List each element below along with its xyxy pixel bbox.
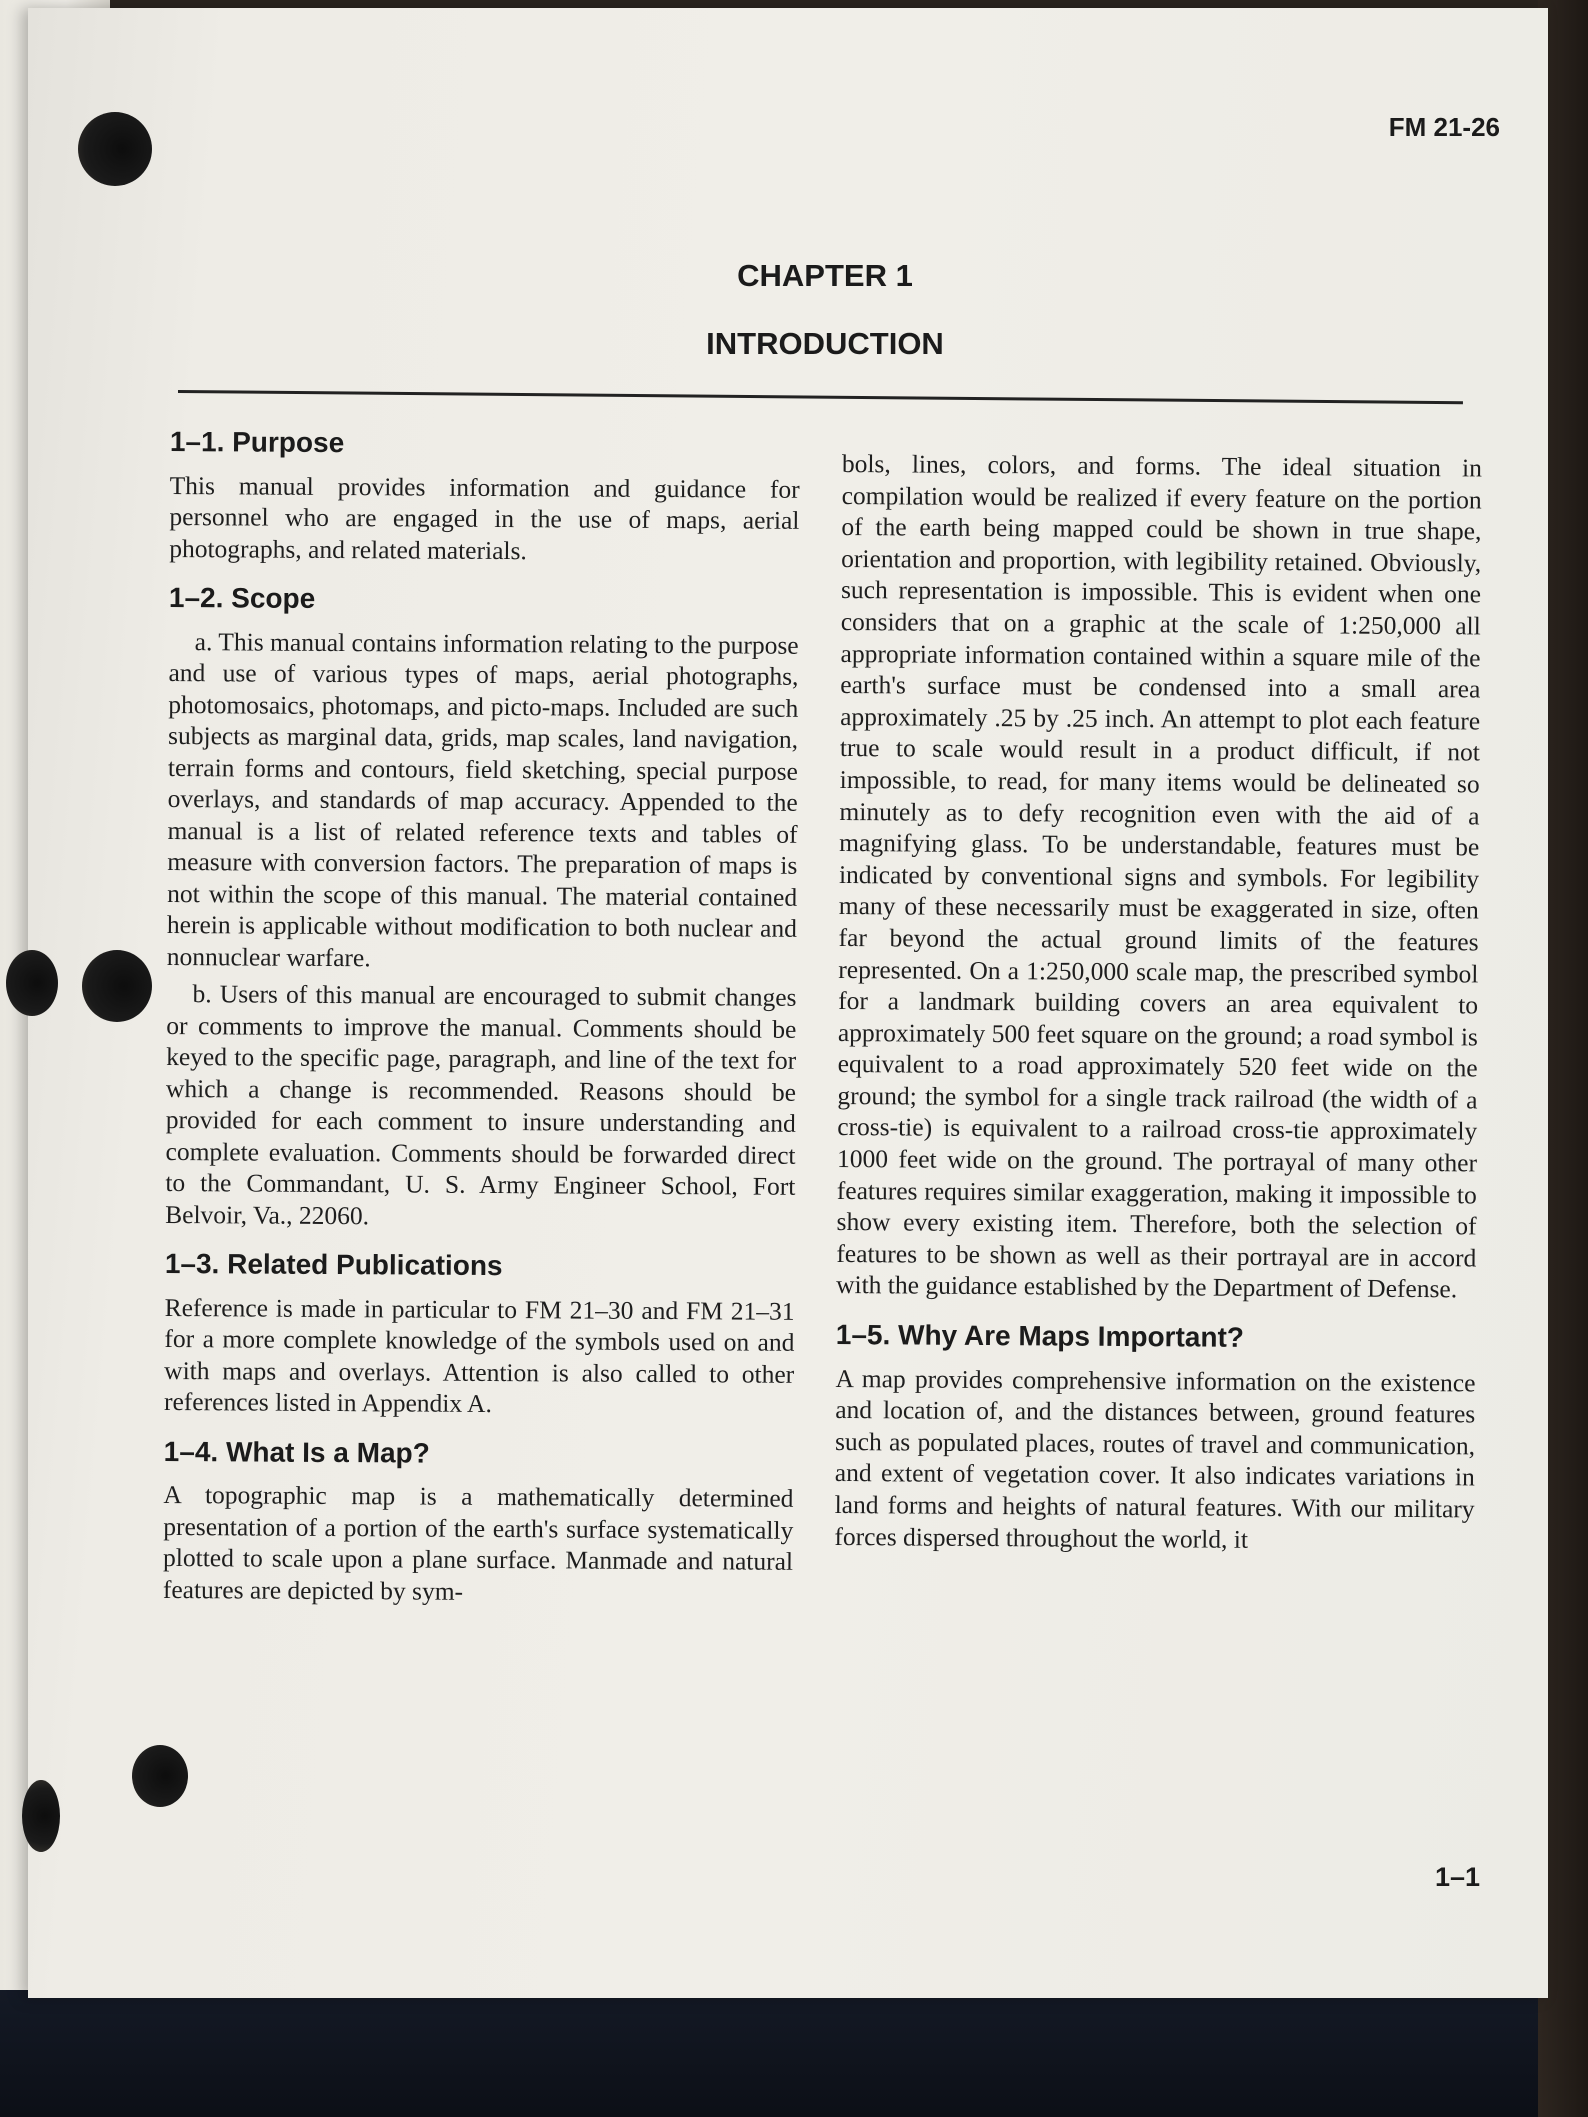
what-is-a-map-paragraph: A topographic map is a mathematically determined presentation of a portion of the earth's surface systematically plotted to scale upon a plane surface. Manmade and natural features are depicted by sym- (162, 1479, 794, 1606)
related-publications-paragraph: Reference is made in particular to FM 21–30 and FM 21–31 for a more complete knowledge of the symbols used on and with maps and overlays. Attention is also called to other references listed in Appendix A. (163, 1292, 795, 1418)
document-id: FM 21-26 (1388, 112, 1500, 142)
why-maps-important-paragraph: A map provides comprehensive information on the existence and location of, and the distances between, ground features such as populated places, routes of travel and communication, and extent of vegetation cover. It also indicates variations in land forms and heights of natural features. With our military forces dispersed throughout the world, it (834, 1363, 1476, 1554)
chapter-title: INTRODUCTION (706, 326, 944, 361)
scope-paragraph-a: a. This manual contains information relating to the purpose and use of various types of maps, aerial photographs, photomosaics, photomaps, and picto-maps. Included are such subjects as marginal data, grids, map scales, land navigation, terrain forms and contours, field sketching, special purpose overlays, and standards of map accuracy. Appended to the manual is a list of related reference texts and tables of measure with conversion factors. The preparation of maps is not within the scope of this manual. The material contained herein is applicable without modification to both nuclear and nonnuclear warfare. (166, 626, 799, 972)
purpose-paragraph: This manual provides information and guidance for personnel who are engaged in the use of maps, aerial photographs, and related materials. (169, 470, 800, 565)
section-heading-related-publications: 1–3. Related Publications (164, 1247, 503, 1282)
left-column (163, 426, 800, 1615)
section-heading-purpose: 1–1. Purpose (169, 426, 345, 459)
binder-hole-top (78, 112, 152, 186)
binder-hole-middle (82, 950, 152, 1022)
binder-hole-bottom (132, 1745, 188, 1807)
left-page-hole-bottom (22, 1780, 60, 1852)
section-heading-what-is-a-map: 1–4. What Is a Map? (163, 1435, 430, 1469)
what-is-a-map-paragraph-continued: bols, lines, colors, and forms. The ideal situation in compilation would be realized if every feature on the portion of the earth being mapped could be shown in true shape, orientation and proportion, with legibility retained. Obviously, such representation is impossible. This is evident when one considers that on a graphic at the scale of 1:250,000 all appropriate information contained within a square mile of the earth's surface must be condensed into a small area approximately .25 by .25 inch. An attempt to plot each feature true to scale would result in a product difficult, if not impossible, to read, for many items would be delineated so minutely as to defy recognition even with the aid of a magnifying glass. To be understandable, features must be indicated by conventional signs and symbols. For legibility many of these necessarily must be exaggerated in size, often far beyond the actual ground limits of the features represented. On a 1:250,000 scale map, the prescribed symbol for a landmark building covers an area equivalent to approximately 500 feet square on the ground; a road symbol is equivalent to a road approximately 520 feet wide on the ground; the symbol for a single track railroad (the width of a cross-tie) is equivalent to a railroad cross-tie approximately 1000 feet wide on the ground. The portrayal of many other features requires similar exaggeration, making it impossible to show every existing item. Therefore, both the selection of features to be shown as well as their portrayal are in accord with the guidance established by the Department of Defense. (836, 448, 1482, 1304)
chapter-label: CHAPTER 1 (737, 258, 913, 293)
page-number: 1–1 (1434, 1862, 1480, 1892)
scope-paragraph-b: b. Users of this manual are encouraged to submit changes or comments to improve the manual. Comments should be keyed to the specific page, paragraph, and line of the text for which a change is recommended. Reasons should be provided for each comment to insure understanding and complete evaluation. Comments should be forwarded direct to the Commandant, U. S. Army Engineer School, Fort Belvoir, Va., 22060. (165, 979, 797, 1230)
left-page-hole-middle (6, 950, 58, 1016)
section-heading-why-maps-important: 1–5. Why Are Maps Important? (835, 1319, 1245, 1353)
right-column (834, 448, 1482, 1563)
section-heading-scope: 1–2. Scope (168, 581, 316, 614)
